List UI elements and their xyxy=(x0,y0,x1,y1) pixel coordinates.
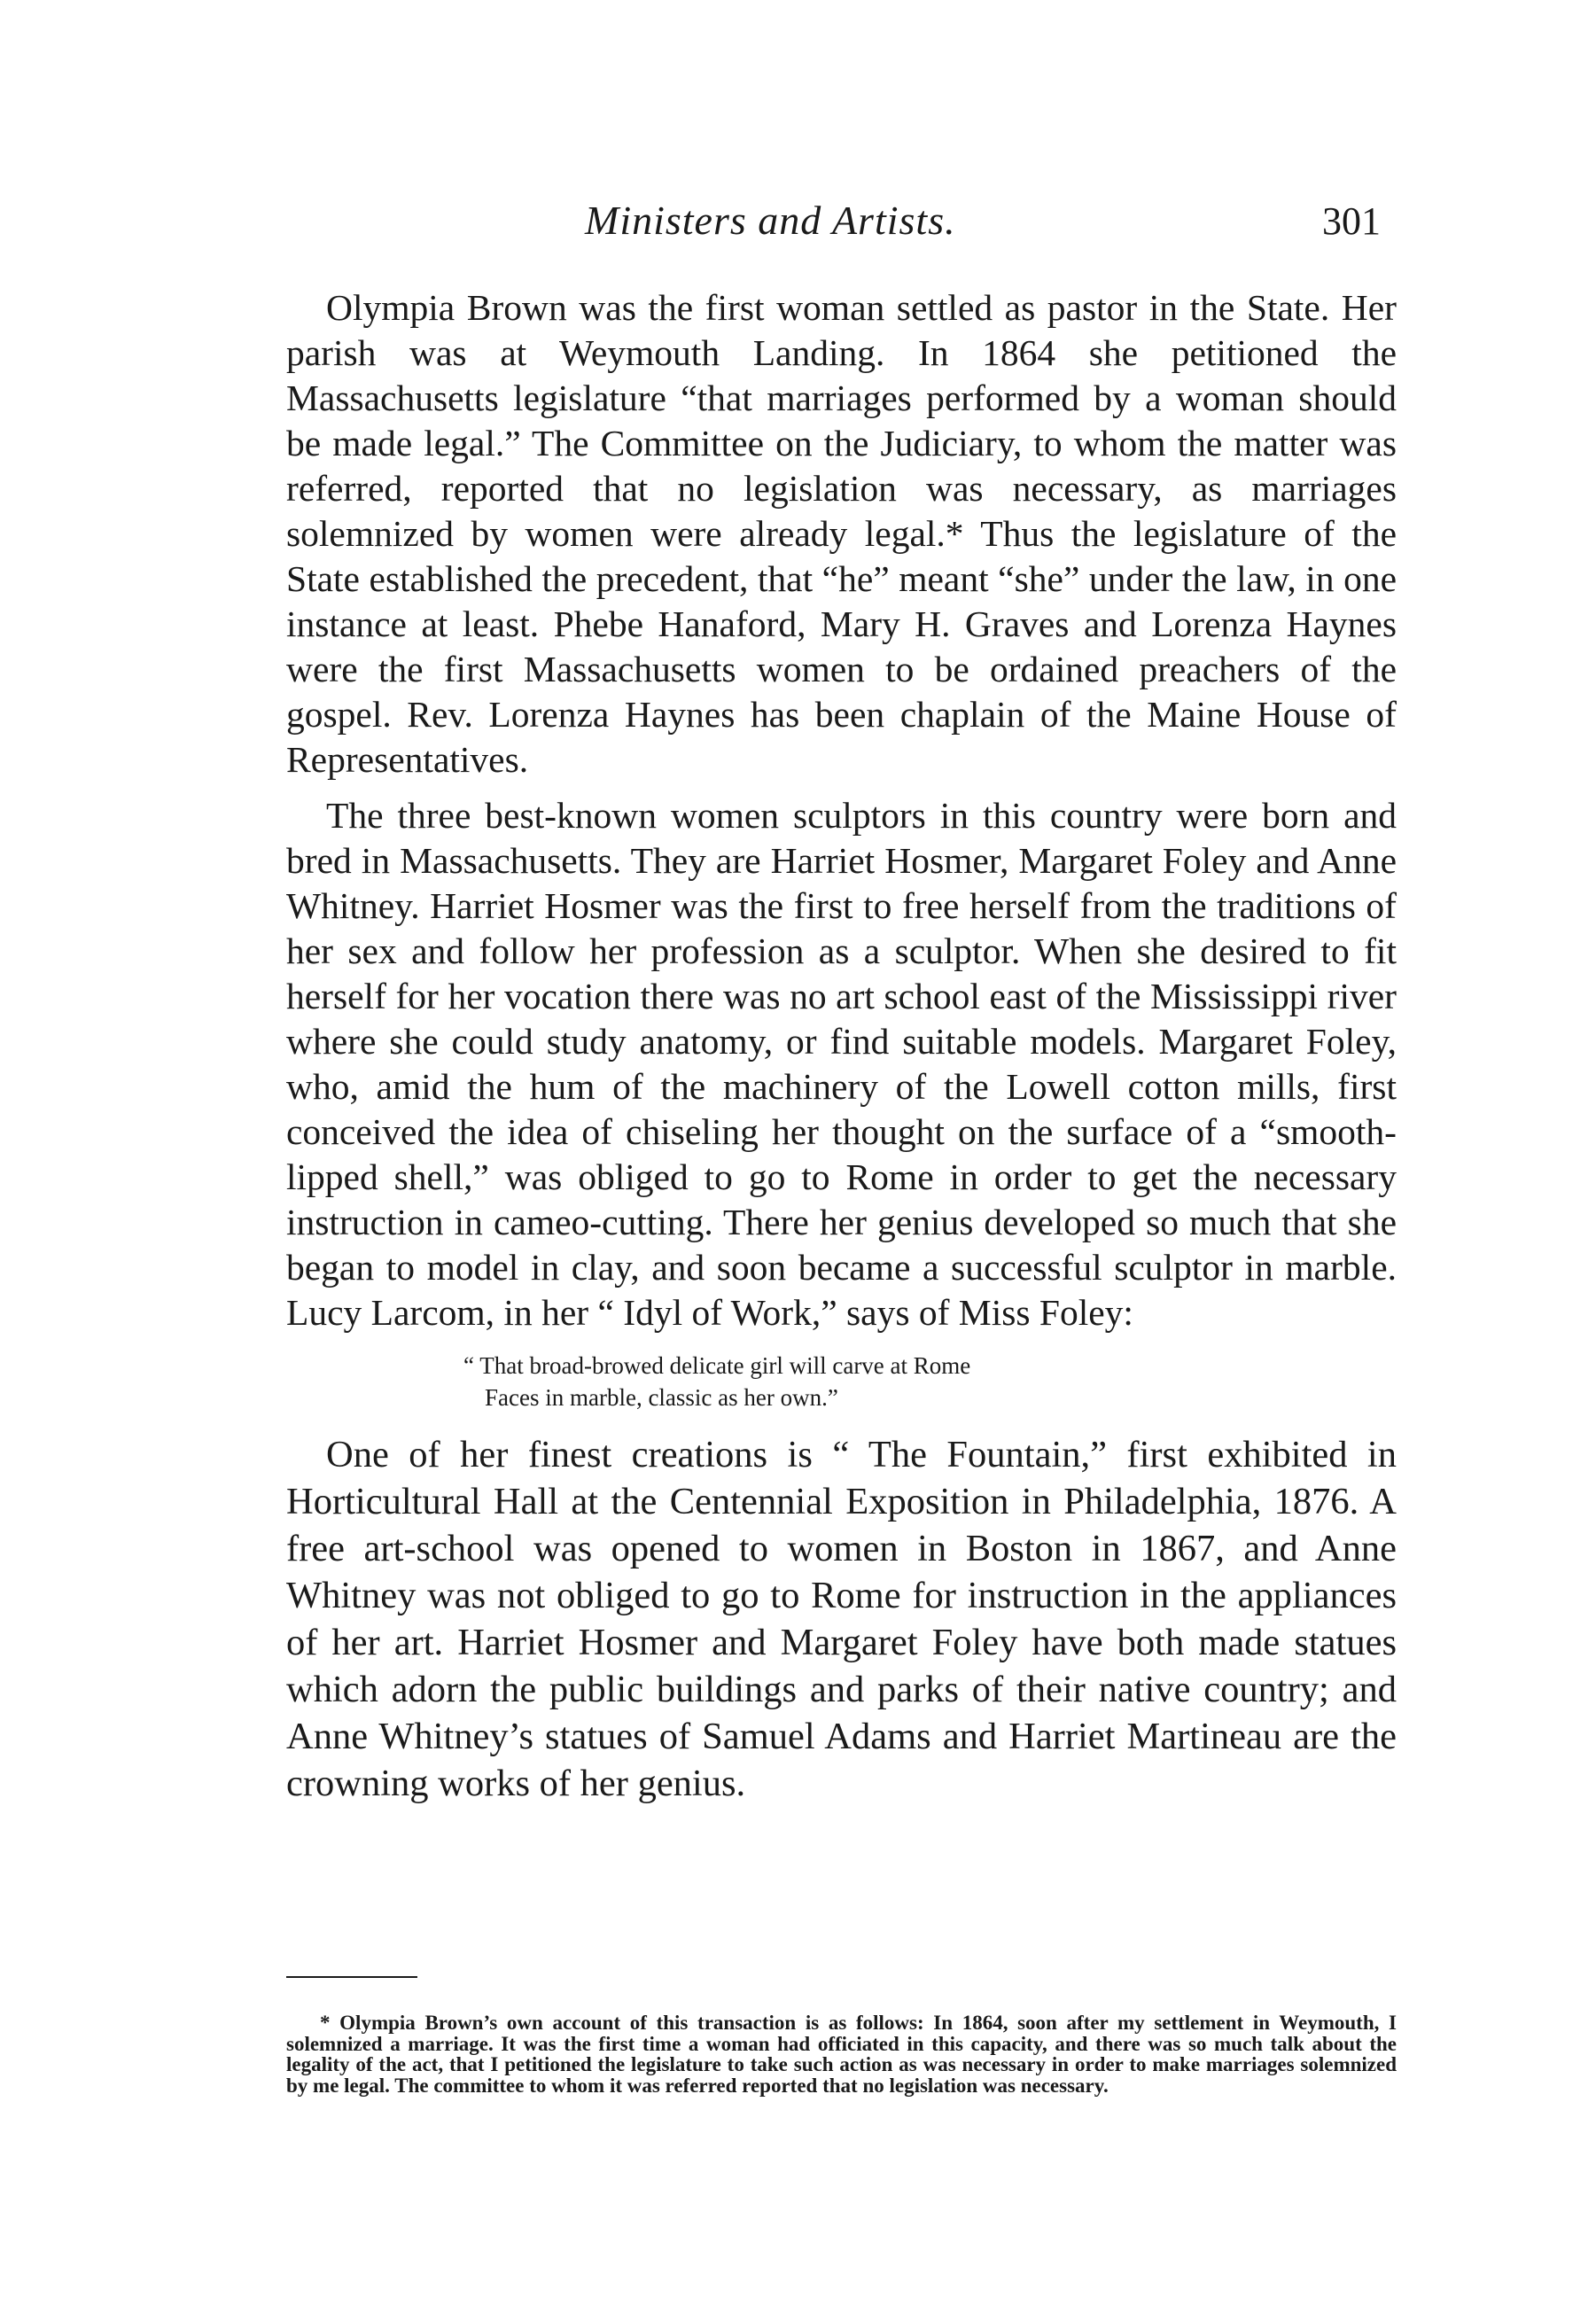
paragraph-olympia-brown: Olympia Brown was the first woman settled as pastor in the State. Her parish was at Weymouth Landing. In 1864 she petitioned the Massachusetts legislature “that marriages performed by a woman should be made legal.” The Committee on the Judiciary, to whom the matter was referred, reported that no legislation was necessary, as marriages solemnized by women were already legal.* Thus the legislature of the State established the precedent, that “he” meant “she” under the law, in one instance at least. Phebe Hanaford, Mary H. Graves and Lorenza Haynes were the first Massachusetts women to be ordained preachers of the gospel. Rev. Lorenza Haynes has been chaplain of the Maine House of Representatives. xyxy=(286,287,1397,780)
running-head-title: Ministers and Artists. xyxy=(585,198,956,243)
page-number: 301 xyxy=(1322,199,1381,243)
quotation-block xyxy=(286,1350,1397,1413)
main-text xyxy=(286,285,1397,1807)
footnote-divider xyxy=(286,1976,417,1978)
paragraph-fountain: One of her finest creations is “ The Fountain,” first exhibited in Horticultural Hall at the Centennial Exposition in Philadelphia, 1876. A free art-school was opened to women in Boston in 1867, and Anne Whitney was not obliged to go to Rome for instruction in the appliances of her art. Harriet Hosmer and Margaret Foley have both made statues which adorn the public buildings and parks of their native country; and Anne Whitney’s statues of Samuel Adams and Harriet Martineau are the crowning works of her genius. xyxy=(286,1434,1397,1804)
quotation-line-2: Faces in marble, classic as her own.” xyxy=(485,1384,838,1411)
paragraph-sculptors: The three best-known women sculptors in this country were born and bred in Massachusetts. They are Harriet Hosmer, Margaret Foley and Anne Whitney. Harriet Hosmer was the first to free herself from the traditions of her sex and follow her profession as a sculptor. When she desired to fit herself for her vocation there was no art school east of the Mississippi river where she could study anatomy, or find suitable models. Margaret Foley, who, amid the hum of the machinery of the Lowell cotton mills, first conceived the idea of chiseling her thought on the surface of a “smooth-lipped shell,” was obliged to go to Rome in order to get the necessary instruction in cameo-cutting. There her genius developed so much that she began to model in clay, and soon became a successful sculptor in marble. Lucy Larcom, in her “ Idyl of Work,” says of Miss Foley: xyxy=(286,795,1397,1333)
quotation-line-1: “ That broad-browed delicate girl will carve at Rome xyxy=(463,1352,971,1379)
footnote: * Olympia Brown’s own account of this transaction is as follows: In 1864, soon after my settlement in Weymouth, I solemnized a marriage. It was the first time a woman had officiated in this capacity, and there was so much talk about the legality of the act, that I petitioned the legislature to take such action as was necessary in order to make marriages solemnized by me legal. The committee to whom it was referred reported that no legislation was necessary. xyxy=(286,2012,1397,2097)
